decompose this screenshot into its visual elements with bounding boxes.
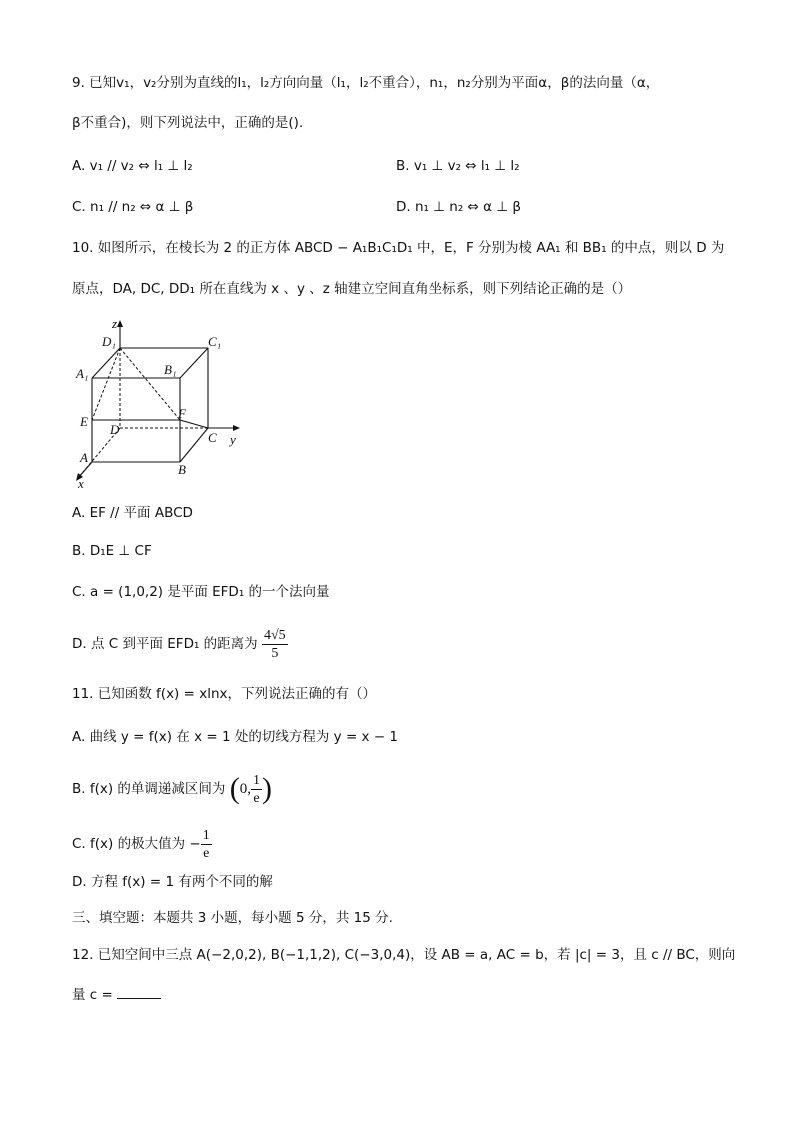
edge-bc bbox=[180, 428, 208, 462]
cube-figure bbox=[72, 316, 252, 492]
q11-option-a: A. 曲线 y = f(x) 在 x = 1 处的切线方程为 y = x − 1 bbox=[72, 729, 399, 745]
q10-option-c: C. a = (1,0,2) 是平面 EFD₁ 的一个法向量 bbox=[72, 584, 330, 600]
q10-option-d-text: D. 点 C 到平面 EFD₁ 的距离为 bbox=[72, 636, 258, 652]
fraction-1-over-e bbox=[251, 772, 262, 807]
fraction-numerator: 4√5 bbox=[263, 627, 286, 643]
q11-option-b-text: B. f(x) 的单调递减区间为 bbox=[72, 781, 226, 797]
interval-zero: 0, bbox=[239, 781, 251, 797]
label-d: D bbox=[110, 422, 120, 437]
q11-stem: 11. 已知函数 f(x) = xlnx，下列说法正确的有（） bbox=[72, 686, 377, 702]
q10-stem-line1: 10. 如图所示，在棱长为 2 的正方体 ABCD − A₁B₁C₁D₁ 中，E，F 分别为棱 AA₁ 和 BB₁ 的中点，则以 D 为 bbox=[72, 240, 725, 256]
label-y: y bbox=[230, 432, 236, 447]
fraction-denominator: 5 bbox=[271, 645, 279, 661]
segment-d1f bbox=[120, 348, 180, 420]
edge-d1a1 bbox=[92, 348, 120, 378]
label-z: z bbox=[112, 316, 118, 331]
answer-blank[interactable] bbox=[117, 986, 161, 999]
fraction-denominator: e bbox=[203, 845, 210, 861]
fraction-4root5-over-5 bbox=[262, 627, 288, 662]
q11-option-b bbox=[72, 767, 272, 811]
fraction-1-over-e bbox=[201, 827, 212, 862]
label-a1: A₁ bbox=[76, 366, 89, 381]
q11-option-d: D. 方程 f(x) = 1 有两个不同的解 bbox=[72, 874, 273, 890]
label-c1: C₁ bbox=[208, 334, 222, 349]
q12-stem-line2-text: 量 c = bbox=[72, 987, 113, 1003]
label-a: A bbox=[80, 450, 88, 465]
q9-option-c: C. n₁ // n₂ ⇔ α ⊥ β bbox=[72, 199, 194, 215]
q11-option-c-text: C. f(x) 的极大值为 − bbox=[72, 836, 201, 852]
label-f: F bbox=[178, 406, 186, 421]
q12-stem-line1: 12. 已知空间中三点 A(−2,0,2), B(−1,1,2), C(−3,0,4)，设 AB = a, AC = b，若 |c| = 3，且 c // BC，则向 bbox=[72, 947, 736, 963]
segment-d1e bbox=[92, 348, 120, 420]
y-arrow bbox=[233, 425, 240, 431]
segment-fc bbox=[180, 420, 208, 428]
q10-option-d bbox=[72, 624, 288, 664]
label-c: C bbox=[208, 430, 217, 445]
paren-open: ( bbox=[229, 772, 240, 805]
label-x: x bbox=[78, 476, 84, 491]
label-e: E bbox=[80, 414, 88, 429]
q9-option-d: D. n₁ ⊥ n₂ ⇔ α ⊥ β bbox=[396, 199, 522, 215]
q10-option-b: B. D₁E ⊥ CF bbox=[72, 543, 152, 559]
label-b1: B₁ bbox=[164, 362, 177, 377]
q9-option-a: A. v₁ // v₂ ⇔ l₁ ⊥ l₂ bbox=[72, 158, 193, 174]
fraction-denominator: e bbox=[253, 790, 260, 806]
paren-close: ) bbox=[261, 772, 272, 805]
section-three-heading: 三、填空题：本题共 3 小题，每小题 5 分，共 15 分. bbox=[72, 910, 393, 926]
q9-stem-line2: β不重合)，则下列说法中，正确的是(). bbox=[72, 115, 304, 131]
q9-stem-line1: 9. 已知v₁，v₂分别为直线的l₁，l₂方向向量（l₁，l₂不重合），n₁，n₂分别为平面α，β的法向量（α， bbox=[72, 75, 660, 91]
label-d1: D₁ bbox=[102, 334, 116, 349]
q10-stem-line2: 原点，DA, DC, DD₁ 所在直线为 x 、y 、z 轴建立空间直角坐标系，则下列结论正确的是（） bbox=[72, 281, 632, 297]
q11-option-c bbox=[72, 824, 212, 864]
q12-stem-line2 bbox=[72, 985, 161, 1005]
q9-option-b: B. v₁ ⊥ v₂ ⇔ l₁ ⊥ l₂ bbox=[396, 158, 520, 174]
cube-diagram bbox=[72, 316, 252, 492]
fraction-numerator: 1 bbox=[252, 772, 260, 788]
q10-option-a: A. EF // 平面 ABCD bbox=[72, 505, 193, 521]
label-b: B bbox=[178, 462, 186, 477]
z-arrow bbox=[117, 320, 123, 327]
edge-c1b1 bbox=[180, 348, 208, 378]
fraction-numerator: 1 bbox=[202, 827, 210, 843]
